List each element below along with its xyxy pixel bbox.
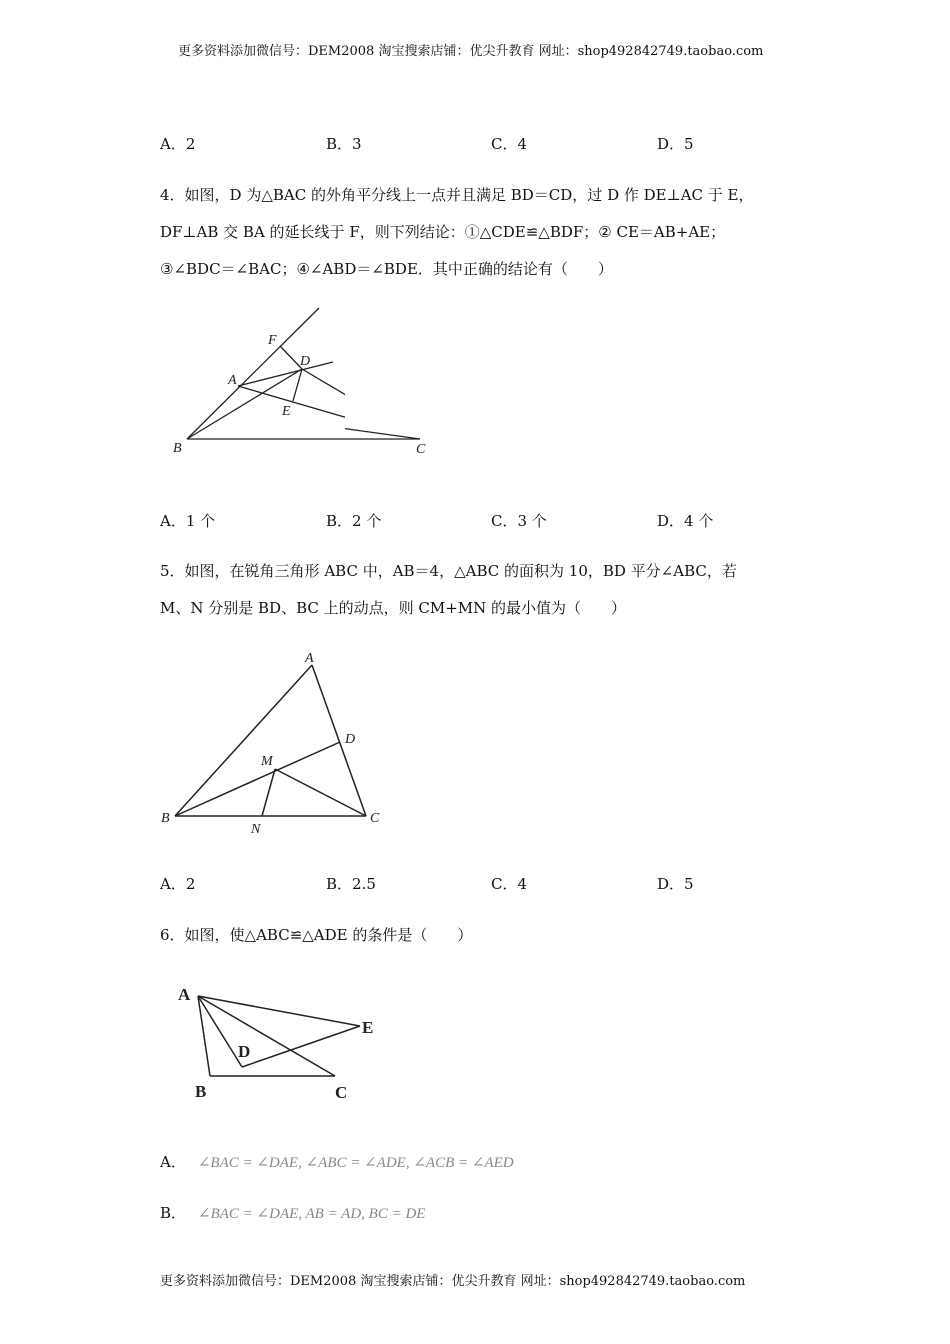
- q6-label-b: B: [195, 1082, 207, 1101]
- q4-label-f: F: [268, 333, 277, 348]
- q6-text: [160, 925, 472, 962]
- q4-line-bf: [187, 308, 319, 439]
- q5-line-bd: [175, 742, 340, 816]
- q4-line-ac-cont: [345, 425, 420, 439]
- q5-text: [160, 561, 737, 635]
- q4-option-d: D．4 个: [657, 512, 714, 530]
- q6-option-a: [160, 1151, 514, 1172]
- q6-label-c: C: [335, 1083, 348, 1102]
- q6-option-b-letter: B．: [160, 1204, 187, 1222]
- page-footer: 更多资料添加微信号：DEM2008 淘宝搜索店铺：优尖升教育 网址：shop492842749.taobao.com: [160, 1274, 746, 1289]
- q5-option-a: A．2: [160, 875, 196, 893]
- q5-label-a: A: [305, 651, 314, 666]
- q5-options: [160, 873, 860, 895]
- q5-figure: [155, 645, 395, 840]
- q5-line-2: M、N 分别是 BD、BC 上的动点，则 CM+MN 的最小值为（ ）: [160, 599, 627, 617]
- q5-option-c: C．4: [491, 875, 528, 893]
- q4-line-3: ③∠BDC＝∠BAC；④∠ABD＝∠BDE．其中正确的结论有（ ）: [160, 260, 613, 278]
- q6-option-b-math: ∠BAC = ∠DAE, AB = AD, BC = DE: [198, 1206, 426, 1222]
- q5-label-m: M: [261, 754, 273, 769]
- q4-text: [160, 185, 754, 296]
- q6-option-a-letter: A．: [160, 1153, 186, 1171]
- q4-label-a: A: [228, 373, 237, 388]
- q3-option-b: B．3: [326, 135, 362, 153]
- q5-line-1: 5．如图，在锐角三角形 ABC 中，AB＝4，△ABC 的面积为 10，BD 平分∠ABC，若: [160, 562, 737, 580]
- q4-label-d: D: [300, 354, 311, 369]
- q4-line-dc: [302, 369, 345, 439]
- q4-option-c: C．3 个: [491, 512, 547, 530]
- page-header: 更多资料添加微信号：DEM2008 淘宝搜索店铺：优尖升教育 网址：shop492842749.taobao.com: [178, 44, 764, 59]
- q6-label-a: A: [178, 985, 191, 1004]
- q5-line-ab: [175, 665, 312, 816]
- q5-option-d: D．5: [657, 875, 694, 893]
- q6-figure: [170, 980, 390, 1105]
- q6-label-e: E: [362, 1018, 374, 1037]
- q5-option-b: B．2.5: [326, 875, 376, 893]
- q3-options: [160, 133, 860, 155]
- q4-line-1: 4．如图，D 为△BAC 的外角平分线上一点并且满足 BD＝CD，过 D 作 DE⊥AC 于 E，: [160, 186, 754, 204]
- q6-line-1: 6．如图，使△ABC≌△ADE 的条件是（ ）: [160, 926, 473, 944]
- q4-option-b: B．2 个: [326, 512, 382, 530]
- q4-figure: [165, 300, 345, 465]
- q6-option-b: [160, 1202, 425, 1223]
- q4-label-c: C: [416, 442, 426, 457]
- q4-label-b: B: [173, 441, 182, 456]
- q4-line-df: [280, 346, 302, 369]
- q6-option-a-math: ∠BAC = ∠DAE, ∠ABC = ∠ADE, ∠ACB = ∠AED: [197, 1155, 514, 1171]
- q6-line-ad: [198, 996, 242, 1067]
- q4-figure-right: [345, 300, 445, 465]
- q6-line-ab: [198, 996, 210, 1076]
- q4-label-e: E: [282, 404, 291, 419]
- q5-line-ac: [312, 665, 366, 816]
- q4-options: [160, 510, 860, 532]
- q3-option-d: D．5: [657, 135, 694, 153]
- q4-line-ac: [238, 386, 345, 439]
- q4-line-2: DF⊥AB 交 BA 的延长线于 F，则下列结论：①△CDE≌△BDF；② CE＝AB+AE；: [160, 223, 726, 241]
- q5-label-d: D: [345, 732, 356, 747]
- q4-option-a: A．1 个: [160, 512, 216, 530]
- q5-label-b: B: [161, 811, 170, 826]
- q3-option-c: C．4: [491, 135, 528, 153]
- q5-label-n: N: [251, 822, 261, 837]
- q6-label-d: D: [238, 1042, 251, 1061]
- q5-label-c: C: [370, 811, 380, 826]
- q3-option-a: A．2: [160, 135, 196, 153]
